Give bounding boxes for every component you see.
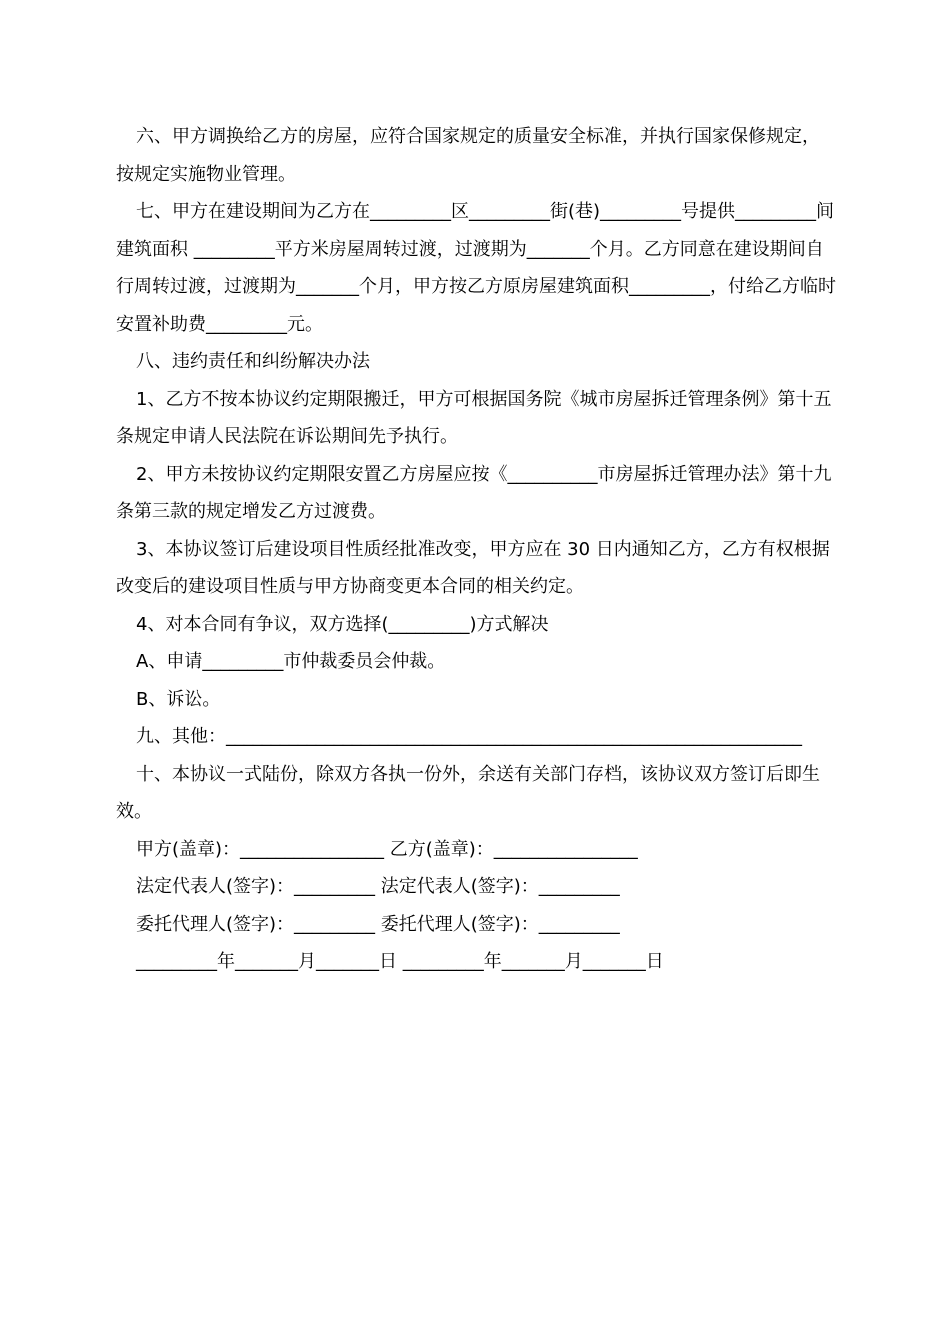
clause-eight-item-2: 2、甲方未按协议约定期限安置乙方房屋应按《__________市房屋拆迁管理办法》第十九条第三款的规定增发乙方过渡费。: [116, 463, 832, 522]
option-a: A、申请_________市仲裁委员会仲裁。: [136, 651, 446, 672]
clause-eight-heading: 八、违约责任和纠纷解决办法: [136, 351, 370, 372]
clause-ten: 十、本协议一式陆份，除双方各执一份外，余送有关部门存档，该协议双方签订后即生效。: [116, 763, 820, 822]
clause-six: 六、甲方调换给乙方的房屋，应符合国家规定的质量安全标准，并执行国家保修规定，按规定实施物业管理。: [116, 126, 820, 185]
signature-date-line: _________年_______月_______日 _________年_______月_______日: [136, 951, 664, 972]
clause-eight-item-3: 3、本协议签订后建设项目性质经批准改变，甲方应在 30 日内通知乙方，乙方有权根据改变后的建设项目性质与甲方协商变更本合同的相关约定。: [116, 538, 830, 597]
clause-eight-item-4: 4、对本合同有争议，双方选择(_________)方式解决: [136, 613, 549, 635]
document-body: [116, 118, 836, 981]
signature-legal-rep-line: 法定代表人(签字)：_________ 法定代表人(签字)：_________: [136, 876, 620, 897]
signature-seal-line: 甲方(盖章)：________________ 乙方(盖章)：________________: [136, 838, 638, 860]
clause-eight-item-1: 1、乙方不按本协议约定期限搬迁，甲方可根据国务院《城市房屋拆迁管理条例》第十五条规定申请人民法院在诉讼期间先予执行。: [116, 388, 832, 447]
clause-nine: 九、其他：________________________________________________________________: [136, 726, 802, 747]
signature-agent-line: 委托代理人(签字)：_________ 委托代理人(签字)：_________: [136, 913, 620, 935]
clause-seven: 七、甲方在建设期间为乙方在_________区_________街(巷)_________号提供_________间建筑面积 _________平方米房屋周转过渡，过渡期为_______个月。乙方同意在建设期间自行周转过渡，过渡期为_______个月，甲方按乙方原房屋建筑面积_________，付给乙方临时安置补助费_________元。: [116, 201, 836, 335]
option-b: B、诉讼。: [136, 688, 221, 710]
